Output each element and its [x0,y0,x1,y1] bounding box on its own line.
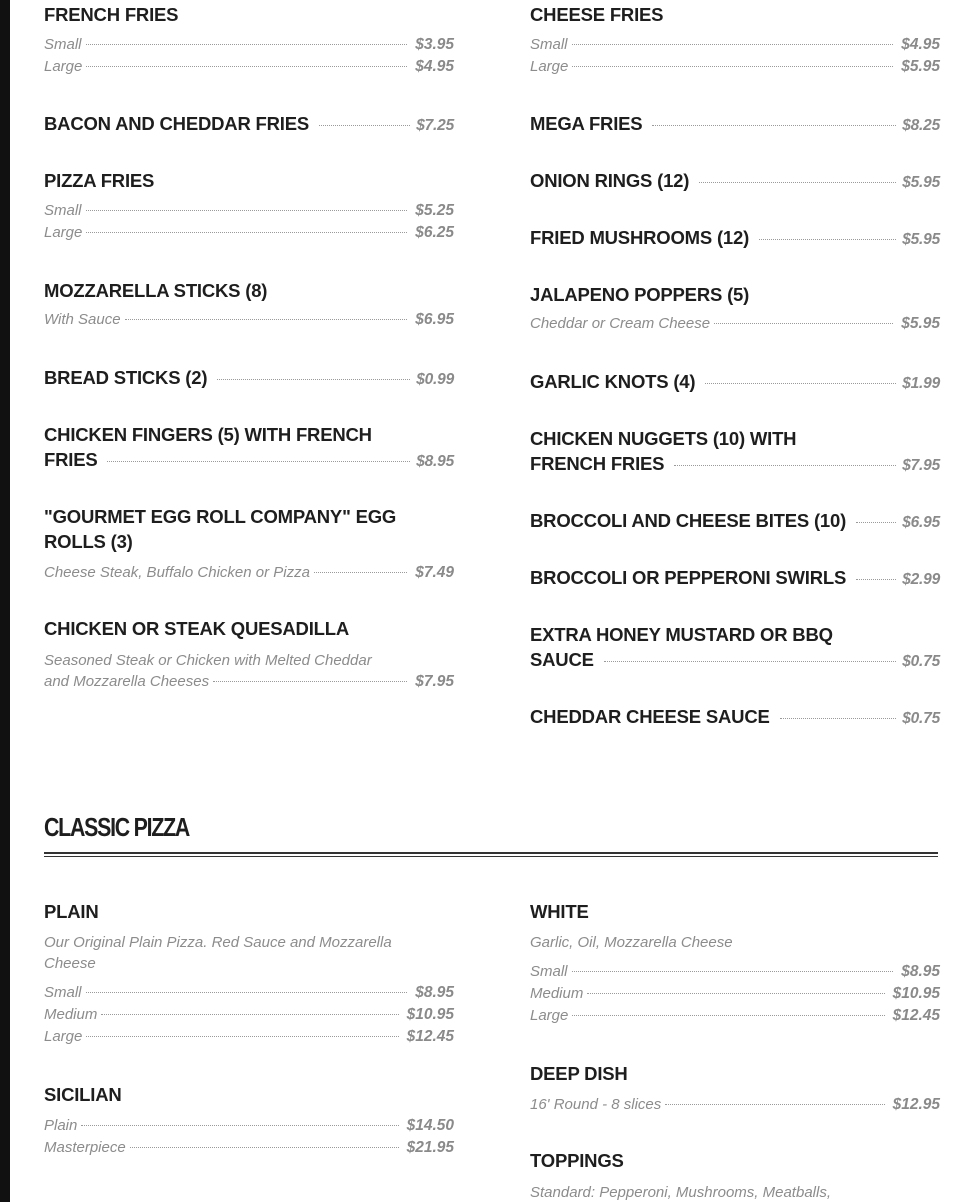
price-row: Plain $14.50 [44,1117,454,1134]
menu-item-quesadilla [44,616,454,692]
price-row: Cheese Steak, Buffalo Chicken or Pizza $7.49 [44,564,454,581]
menu-item-broccoli-pepperoni-swirls [530,565,940,592]
menu-item-cheese-fries [530,2,940,78]
item-name: FRENCH FRIES [44,4,179,25]
item-name: TOPPINGS [530,1150,624,1171]
menu-item-onion-rings [530,168,940,195]
item-name-row: FRIES $8.95 [44,449,454,470]
menu-item-jalapeno-poppers [530,282,940,335]
price-row: Small $3.95 [44,36,454,53]
section-divider [44,852,938,857]
item-name-row: SAUCE $0.75 [530,649,940,670]
item-name-row: FRENCH FRIES $7.95 [530,453,940,474]
menu-item-mozzarella-sticks [44,278,454,331]
menu-item-toppings [530,1148,940,1203]
item-name: CHICKEN OR STEAK QUESADILLA [44,618,349,639]
price-row: Large $5.95 [530,58,940,75]
menu-item-egg-rolls [44,504,454,584]
price-row: Small $8.95 [530,963,940,980]
item-description: Garlic, Oil, Mozzarella Cheese [530,934,733,951]
item-name-row: BACON AND CHEDDAR FRIES $7.25 [44,113,454,134]
price-row: Medium $10.95 [530,985,940,1002]
item-name-row: FRIED MUSHROOMS (12) $5.95 [530,227,940,248]
item-name-row: BROCCOLI AND CHEESE BITES (10) $6.95 [530,510,940,531]
menu-item-white-pizza [530,899,940,1027]
price-row: Cheddar or Cream Cheese $5.95 [530,315,940,332]
menu-item-chicken-nuggets [530,426,940,478]
item-name: PLAIN [44,901,99,922]
price-row: and Mozzarella Cheeses $7.95 [44,673,454,690]
item-name: JALAPENO POPPERS (5) [530,284,750,305]
menu-item-mega-fries [530,111,940,138]
menu-item-fried-mushrooms [530,225,940,252]
item-name-row: BROCCOLI OR PEPPERONI SWIRLS $2.99 [530,567,940,588]
price-row: Small $5.25 [44,202,454,219]
price-row: With Sauce $6.95 [44,311,454,328]
item-description: Our Original Plain Pizza. Red Sauce and Mozzarella [44,934,392,951]
price-row: Large $4.95 [44,58,454,75]
price-row: Small $8.95 [44,984,454,1001]
item-name: WHITE [530,901,589,922]
menu-item-garlic-knots [530,369,940,396]
menu-item-plain-pizza [44,899,454,1048]
item-name: SICILIAN [44,1084,122,1105]
item-name: EXTRA HONEY MUSTARD OR BBQ [530,624,833,645]
menu-item-sicilian [44,1082,454,1159]
item-name-row: BREAD STICKS (2) $0.99 [44,367,454,388]
item-description: Standard: Pepperoni, Mushrooms, Meatballs, [530,1184,831,1201]
item-description: Seasoned Steak or Chicken with Melted Cheddar [44,652,372,669]
price-row: Large $12.45 [530,1007,940,1024]
menu-item-deep-dish [530,1061,940,1116]
price-row: Large $6.25 [44,224,454,241]
item-name: CHICKEN NUGGETS (10) WITH [530,428,797,449]
price-row: 16' Round - 8 slices $12.95 [530,1096,940,1113]
item-name-row: GARLIC KNOTS (4) $1.99 [530,371,940,392]
item-name: CHICKEN FINGERS (5) WITH FRENCH [44,424,372,445]
section-title-classic-pizza: CLASSIC PIZZA [44,812,190,842]
menu-item-broccoli-cheese-bites [530,508,940,535]
item-name-row: ONION RINGS (12) $5.95 [530,170,940,191]
menu-item-pizza-fries [44,168,454,244]
menu-item-cheddar-sauce [530,704,940,731]
menu-item-french-fries [44,2,454,78]
price-row: Masterpiece $21.95 [44,1139,454,1156]
item-name: PIZZA FRIES [44,170,155,191]
item-name: "GOURMET EGG ROLL COMPANY" EGG [44,506,397,527]
item-name: ROLLS (3) [44,531,133,552]
menu-item-chicken-fingers [44,422,454,474]
price-row: Large $12.45 [44,1028,454,1045]
menu-item-bacon-cheddar-fries [44,111,454,138]
item-description: Cheese [44,955,96,972]
menu-item-bread-sticks [44,365,454,392]
item-name: CHEESE FRIES [530,4,664,25]
menu-item-extra-sauce [530,622,940,674]
item-name-row: CHEDDAR CHEESE SAUCE $0.75 [530,706,940,727]
price-row: Small $4.95 [530,36,940,53]
item-name: MOZZARELLA STICKS (8) [44,280,268,301]
item-name: DEEP DISH [530,1063,628,1084]
item-name-row: MEGA FRIES $8.25 [530,113,940,134]
left-edge-bar [0,0,10,1202]
price-row: Medium $10.95 [44,1006,454,1023]
